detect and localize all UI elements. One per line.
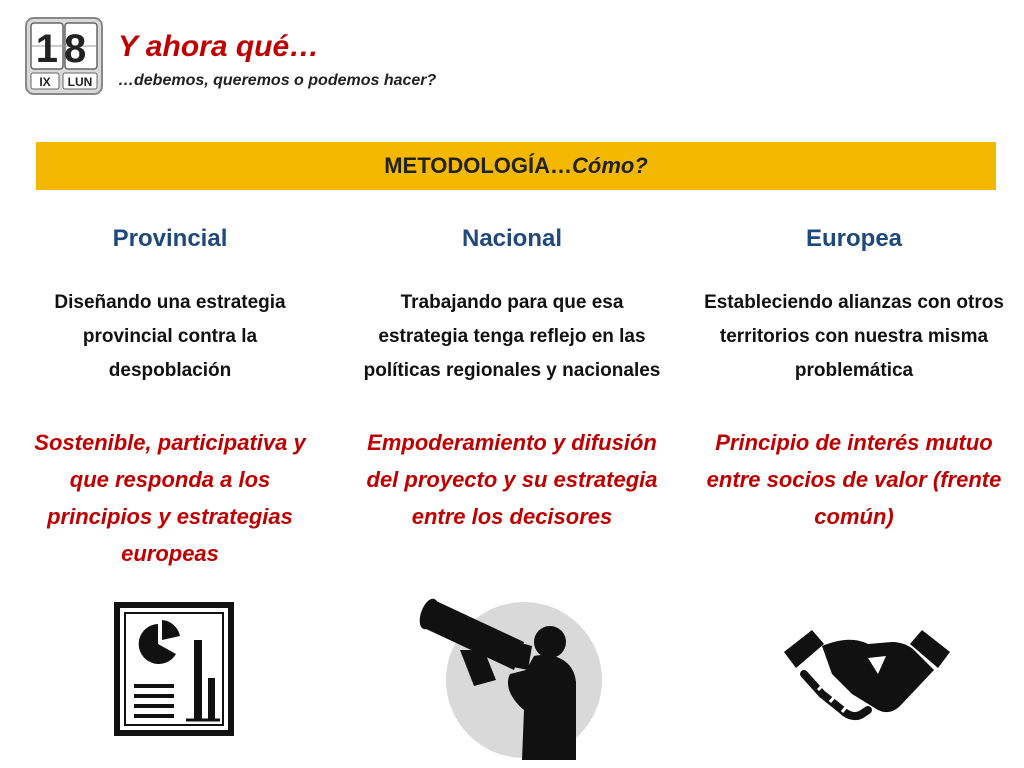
page-subtitle: …debemos, queremos o podemos hacer?	[118, 72, 437, 89]
calendar-day: 18	[35, 27, 93, 71]
banner-label-italic: Cómo?	[572, 153, 648, 178]
column-goal: Principio de interés mutuo entre socios de valor (frente común)	[706, 430, 1002, 529]
column-description: Trabajando para que esa estrategia tenga reflejo en las políticas regionales y nacionales	[363, 292, 661, 381]
methodology-banner	[36, 142, 996, 190]
column-goal: Empoderamiento y difusión del proyecto y su estrategia entre los decisores	[366, 430, 658, 529]
report-chart-icon	[114, 602, 234, 736]
calendar-logo	[24, 16, 104, 96]
calendar-weekday: LUN	[67, 75, 93, 89]
column-heading: Provincial	[112, 225, 228, 252]
column-heading: Europea	[805, 225, 903, 252]
calendar-month: IX	[39, 75, 51, 89]
megaphone-icon	[414, 590, 604, 760]
column-goal: Sostenible, participativa y que responda a los principios y estrategias europeas	[34, 430, 306, 566]
column-europea	[704, 224, 1004, 529]
column-description: Diseñando una estrategia provincial contra la despoblación	[54, 292, 286, 381]
handshake-icon	[782, 624, 952, 734]
column-provincial	[20, 224, 320, 566]
banner-label: METODOLOGÍA…	[384, 153, 573, 178]
column-description: Estableciendo alianzas con otros territorios con nuestra misma problemática	[704, 292, 1004, 381]
page-title: Y ahora qué…	[118, 30, 320, 63]
column-nacional	[362, 224, 662, 529]
column-heading: Nacional	[461, 225, 563, 252]
